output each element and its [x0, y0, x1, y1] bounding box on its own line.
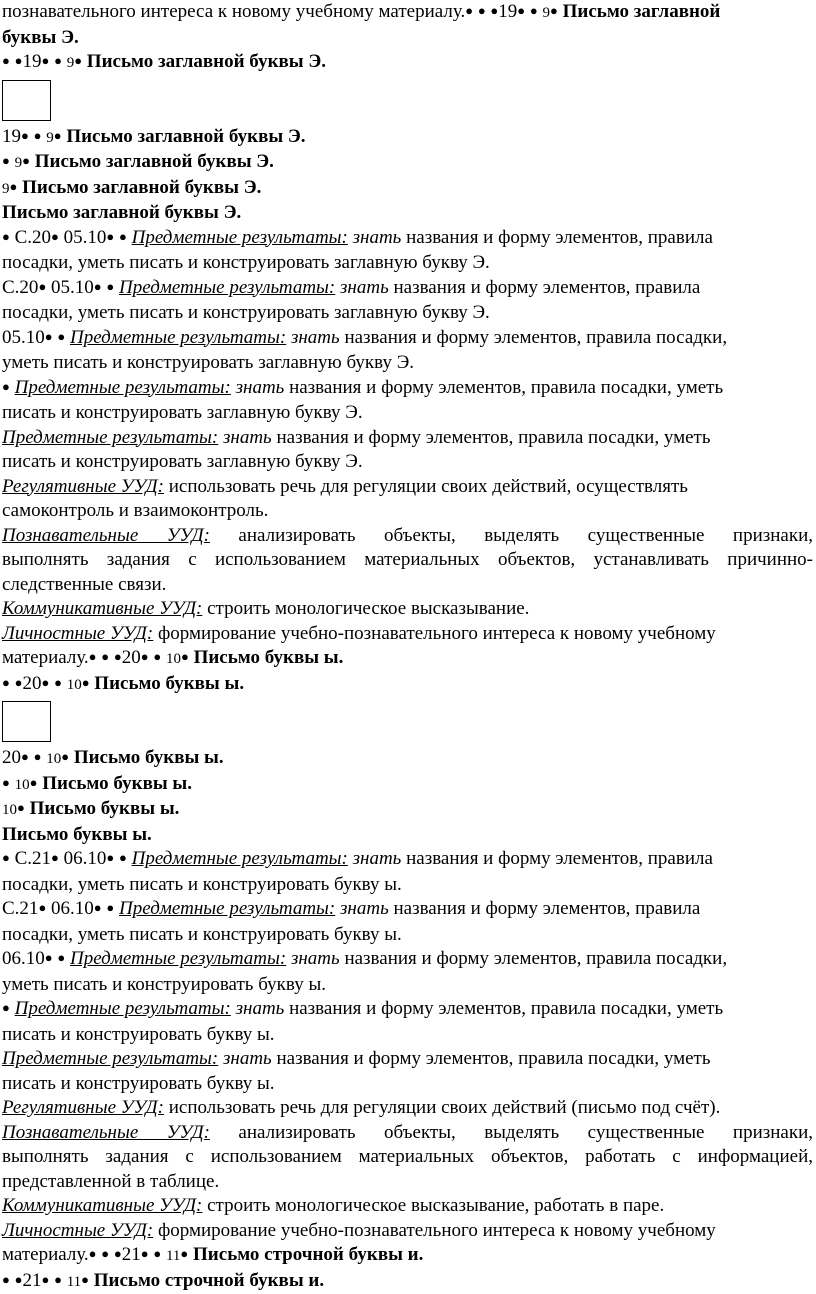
lesson-title: Письмо заглавной: [563, 1, 721, 22]
bullet-icon: ●: [45, 325, 53, 350]
bullet-icon: ●: [45, 946, 53, 971]
line-subject: [2, 326, 813, 352]
subject-label: Предметные результаты:: [15, 377, 231, 398]
line-communicative: [2, 1194, 813, 1219]
hour-number: 10: [46, 751, 61, 767]
line-heading: [2, 150, 813, 176]
line-opening: [2, 0, 813, 26]
line-communicative: [2, 597, 813, 622]
bullet-icon: ●: [2, 1268, 10, 1293]
personal-text: формирование учебно-познавательного интереса к новому учебному: [158, 623, 716, 644]
lesson-number: 19: [2, 126, 21, 147]
bullet-icon: ●: [15, 671, 23, 696]
lesson-title: Письмо буквы ы.: [194, 647, 344, 668]
lesson-number: 20: [122, 647, 141, 668]
know-word: знать: [291, 327, 340, 348]
line-personal: [2, 622, 813, 647]
lesson-title: Письмо заглавной буквы Э.: [87, 51, 326, 72]
lesson-title: Письмо заглавной буквы Э.: [2, 201, 813, 226]
bullet-icon: ●: [119, 846, 127, 871]
bullet-icon: ●: [57, 946, 65, 971]
bullet-icon: ●: [490, 0, 498, 24]
cognitive-text-cont: выполнять задания с использованием материальных объектов, работать с информацией,: [2, 1145, 813, 1170]
bullet-icon: ●: [34, 745, 42, 770]
lesson-title: Письмо заглавной буквы Э.: [22, 177, 261, 198]
hour-number: 11: [166, 1248, 180, 1264]
subject-label: Предметные результаты:: [70, 948, 286, 969]
subject-label: Предметные результаты:: [132, 227, 348, 248]
subject-text: названия и форму элементов, правила посадки, уметь: [289, 377, 723, 398]
hour-number: 9: [2, 181, 10, 197]
bullet-icon: ●: [106, 896, 114, 921]
line-subject: [2, 997, 813, 1023]
subject-text-cont: писать и конструировать заглавную букву Э.: [2, 450, 813, 475]
bullet-icon: ●: [51, 225, 59, 250]
bullet-icon: ●: [38, 896, 46, 921]
subject-label: Предметные результаты:: [119, 277, 335, 298]
bullet-icon: ●: [51, 846, 59, 871]
date: 05.10: [64, 227, 107, 248]
bullet-icon: ●: [2, 375, 10, 400]
subject-text-cont: писать и конструировать заглавную букву Э.: [2, 401, 813, 426]
subject-text: названия и форму элементов, правила: [393, 277, 700, 298]
bullet-icon: ●: [2, 225, 10, 250]
regulative-text-cont: самоконтроль и взаимоконтроль.: [2, 499, 813, 524]
lesson-title: Письмо буквы ы.: [74, 747, 224, 768]
bullet-icon: ●: [94, 275, 102, 300]
line-heading: [2, 125, 813, 151]
bullet-icon: ●: [141, 645, 149, 670]
know-word: знать: [291, 948, 340, 969]
regulative-text: использовать речь для регуляции своих действий (письмо под счёт).: [169, 1097, 721, 1118]
bullet-icon: ●: [2, 846, 10, 871]
subject-text: названия и форму элементов, правила посадки, уметь: [276, 427, 710, 448]
bullet-icon: ●: [101, 645, 109, 670]
page-ref: С.21: [2, 898, 38, 919]
cognitive-text-cont: выполнять задания с использованием материальных объектов, устанавливать причинно-: [2, 548, 813, 573]
subject-text-cont: посадки, уметь писать и конструировать букву ы.: [2, 873, 813, 898]
subject-label: Предметные результаты:: [2, 1048, 218, 1069]
bullet-icon: ●: [114, 645, 122, 670]
bullet-icon: ●: [54, 671, 62, 696]
bullet-icon: ●: [153, 1242, 161, 1267]
line-heading: [2, 772, 813, 798]
lesson-title: Письмо строчной буквы и.: [94, 1270, 324, 1291]
cognitive-label: Познавательные УУД:: [2, 1122, 210, 1143]
bullet-icon: ●: [89, 1242, 97, 1267]
bullet-icon: ●: [41, 1268, 49, 1293]
hour-number: 9: [15, 155, 23, 171]
line-subject: [2, 897, 813, 923]
bullet-icon: ●: [41, 671, 49, 696]
regulative-text: использовать речь для регуляции своих действий, осуществлять: [169, 476, 688, 497]
line-heading: [2, 797, 813, 823]
lesson-title: Письмо буквы ы.: [94, 673, 244, 694]
bullet-icon: ●: [550, 0, 558, 24]
bullet-icon: ●: [74, 49, 82, 74]
subject-label: Предметные результаты:: [70, 327, 286, 348]
date: 05.10: [51, 277, 94, 298]
lesson-title: Письмо заглавной буквы Э.: [66, 126, 305, 147]
lesson-title-cont: буквы Э.: [2, 26, 813, 51]
subject-label: Предметные результаты:: [132, 848, 348, 869]
bullet-icon: ●: [530, 0, 538, 24]
bullet-icon: ●: [22, 149, 30, 174]
bullet-icon: ●: [81, 1268, 89, 1293]
know-word: знать: [223, 427, 272, 448]
line-regulative: [2, 475, 813, 500]
cognitive-text-cont: представленной в таблице.: [2, 1170, 813, 1195]
know-word: знать: [223, 1048, 272, 1069]
subject-text-cont: посадки, уметь писать и конструировать заглавную букву Э.: [2, 251, 813, 276]
bullet-icon: ●: [34, 124, 42, 149]
subject-label: Предметные результаты:: [119, 898, 335, 919]
empty-table-cell: [2, 701, 51, 742]
hour-number: 9: [46, 130, 54, 146]
line-subject: [2, 426, 813, 451]
lesson-title: Письмо буквы ы.: [42, 773, 192, 794]
bullet-icon: ●: [54, 1268, 62, 1293]
hour-number: 10: [166, 651, 181, 667]
lesson-number: 21: [22, 1270, 41, 1291]
line-personal-cont: [2, 646, 813, 672]
bullet-icon: ●: [61, 745, 69, 770]
lesson-number: 19: [22, 51, 41, 72]
date: 06.10: [51, 898, 94, 919]
subject-text: названия и форму элементов, правила посадки,: [344, 327, 727, 348]
know-word: знать: [353, 227, 402, 248]
line-subject: [2, 276, 813, 302]
subject-text: названия и форму элементов, правила посадки, уметь: [289, 998, 723, 1019]
bullet-icon: ●: [54, 124, 62, 149]
date: 06.10: [64, 848, 107, 869]
bullet-icon: ●: [89, 645, 97, 670]
know-word: знать: [353, 848, 402, 869]
bullet-icon: ●: [17, 796, 25, 821]
regulative-label: Регулятивные УУД:: [2, 1097, 164, 1118]
bullet-icon: ●: [82, 671, 90, 696]
lesson-number: 20: [22, 673, 41, 694]
hour-number: 11: [67, 1274, 81, 1290]
bullet-icon: ●: [106, 225, 114, 250]
regulative-label: Регулятивные УУД:: [2, 476, 164, 497]
know-word: знать: [340, 277, 389, 298]
subject-text-cont: уметь писать и конструировать букву ы.: [2, 973, 813, 998]
cognitive-text: анализировать объекты, выделять существенные признаки,: [238, 1122, 813, 1143]
bullet-icon: ●: [180, 1242, 188, 1267]
line-subject: [2, 847, 813, 873]
communicative-label: Коммуникативные УУД:: [2, 1195, 202, 1216]
bullet-icon: ●: [57, 325, 65, 350]
line-heading: [2, 746, 813, 772]
subject-text: названия и форму элементов, правила посадки,: [344, 948, 727, 969]
personal-label: Личностные УУД:: [2, 623, 153, 644]
bullet-icon: ●: [478, 0, 486, 24]
line-subject: [2, 226, 813, 252]
bullet-icon: ●: [54, 49, 62, 74]
bullet-icon: ●: [30, 771, 38, 796]
bullet-icon: ●: [101, 1242, 109, 1267]
date: 05.10: [2, 327, 45, 348]
lesson-title: Письмо заглавной буквы Э.: [35, 151, 274, 172]
line-regulative: [2, 1096, 813, 1121]
line-personal-cont: [2, 1243, 813, 1269]
hour-number: 9: [543, 5, 551, 21]
bullet-icon: ●: [119, 225, 127, 250]
subject-label: Предметные результаты:: [15, 998, 231, 1019]
bullet-icon: ●: [41, 49, 49, 74]
line-heading: [2, 50, 813, 76]
bullet-icon: ●: [2, 671, 10, 696]
bullet-icon: ●: [2, 149, 10, 174]
bullet-icon: ●: [38, 275, 46, 300]
communicative-text: строить монологическое высказывание, работать в паре.: [207, 1195, 664, 1216]
bullet-icon: ●: [2, 771, 10, 796]
page-ref: С.20: [2, 277, 38, 298]
bullet-icon: ●: [106, 275, 114, 300]
bullet-icon: ●: [141, 1242, 149, 1267]
communicative-text: строить монологическое высказывание.: [207, 598, 529, 619]
subject-text: названия и форму элементов, правила: [406, 227, 713, 248]
subject-text-cont: писать и конструировать букву ы.: [2, 1023, 813, 1048]
line-subject: [2, 1047, 813, 1072]
hour-number: 10: [2, 802, 17, 818]
line-heading: [2, 672, 813, 698]
bullet-icon: ●: [10, 175, 18, 200]
subject-text-cont: уметь писать и конструировать заглавную букву Э.: [2, 351, 813, 376]
bullet-icon: ●: [21, 124, 29, 149]
subject-text-cont: посадки, уметь писать и конструировать заглавную букву Э.: [2, 301, 813, 326]
lesson-number: 21: [122, 1244, 141, 1265]
bullet-icon: ●: [94, 896, 102, 921]
lesson-title: Письмо буквы ы.: [2, 823, 813, 848]
empty-table-cell: [2, 80, 51, 121]
hour-number: 9: [67, 55, 75, 71]
subject-label: Предметные результаты:: [2, 427, 218, 448]
know-word: знать: [340, 898, 389, 919]
subject-text: названия и форму элементов, правила: [393, 898, 700, 919]
bullet-icon: ●: [114, 1242, 122, 1267]
bullet-icon: ●: [15, 49, 23, 74]
personal-text-cont: материалу.: [2, 1244, 89, 1265]
bullet-icon: ●: [181, 645, 189, 670]
subject-text-cont: писать и конструировать букву ы.: [2, 1072, 813, 1097]
hour-number: 10: [15, 777, 30, 793]
know-word: знать: [236, 998, 285, 1019]
bullet-icon: ●: [2, 49, 10, 74]
cognitive-text: анализировать объекты, выделять существенные признаки,: [238, 525, 813, 546]
line-cognitive: [2, 1121, 813, 1146]
lesson-title: Письмо буквы ы.: [30, 798, 180, 819]
subject-text: названия и форму элементов, правила посадки, уметь: [276, 1048, 710, 1069]
line-personal: [2, 1219, 813, 1244]
page-ref: С.21: [15, 848, 51, 869]
line-subject: [2, 947, 813, 973]
line-heading: [2, 1269, 813, 1294]
date: 06.10: [2, 948, 45, 969]
hour-number: 10: [67, 677, 82, 693]
communicative-label: Коммуникативные УУД:: [2, 598, 202, 619]
bullet-icon: ●: [465, 0, 473, 24]
line-cognitive: [2, 524, 813, 549]
bullet-icon: ●: [15, 1268, 23, 1293]
bullet-icon: ●: [2, 996, 10, 1021]
personal-label: Личностные УУД:: [2, 1220, 153, 1241]
know-word: знать: [236, 377, 285, 398]
lesson-number: 19: [498, 1, 517, 22]
personal-text-cont: материалу.: [2, 647, 89, 668]
lesson-title: Письмо строчной буквы и.: [193, 1244, 423, 1265]
bullet-icon: ●: [517, 0, 525, 24]
lesson-number: 20: [2, 747, 21, 768]
page-ref: С.20: [15, 227, 51, 248]
subject-text-cont: посадки, уметь писать и конструировать букву ы.: [2, 923, 813, 948]
cognitive-label: Познавательные УУД:: [2, 525, 210, 546]
line-heading: [2, 176, 813, 202]
bullet-icon: ●: [106, 846, 114, 871]
opening-text: познавательного интереса к новому учебному материалу.: [2, 1, 465, 22]
line-subject: [2, 376, 813, 402]
bullet-icon: ●: [21, 745, 29, 770]
bullet-icon: ●: [153, 645, 161, 670]
cognitive-text-cont: следственные связи.: [2, 573, 813, 598]
subject-text: названия и форму элементов, правила: [406, 848, 713, 869]
personal-text: формирование учебно-познавательного интереса к новому учебному: [158, 1220, 716, 1241]
